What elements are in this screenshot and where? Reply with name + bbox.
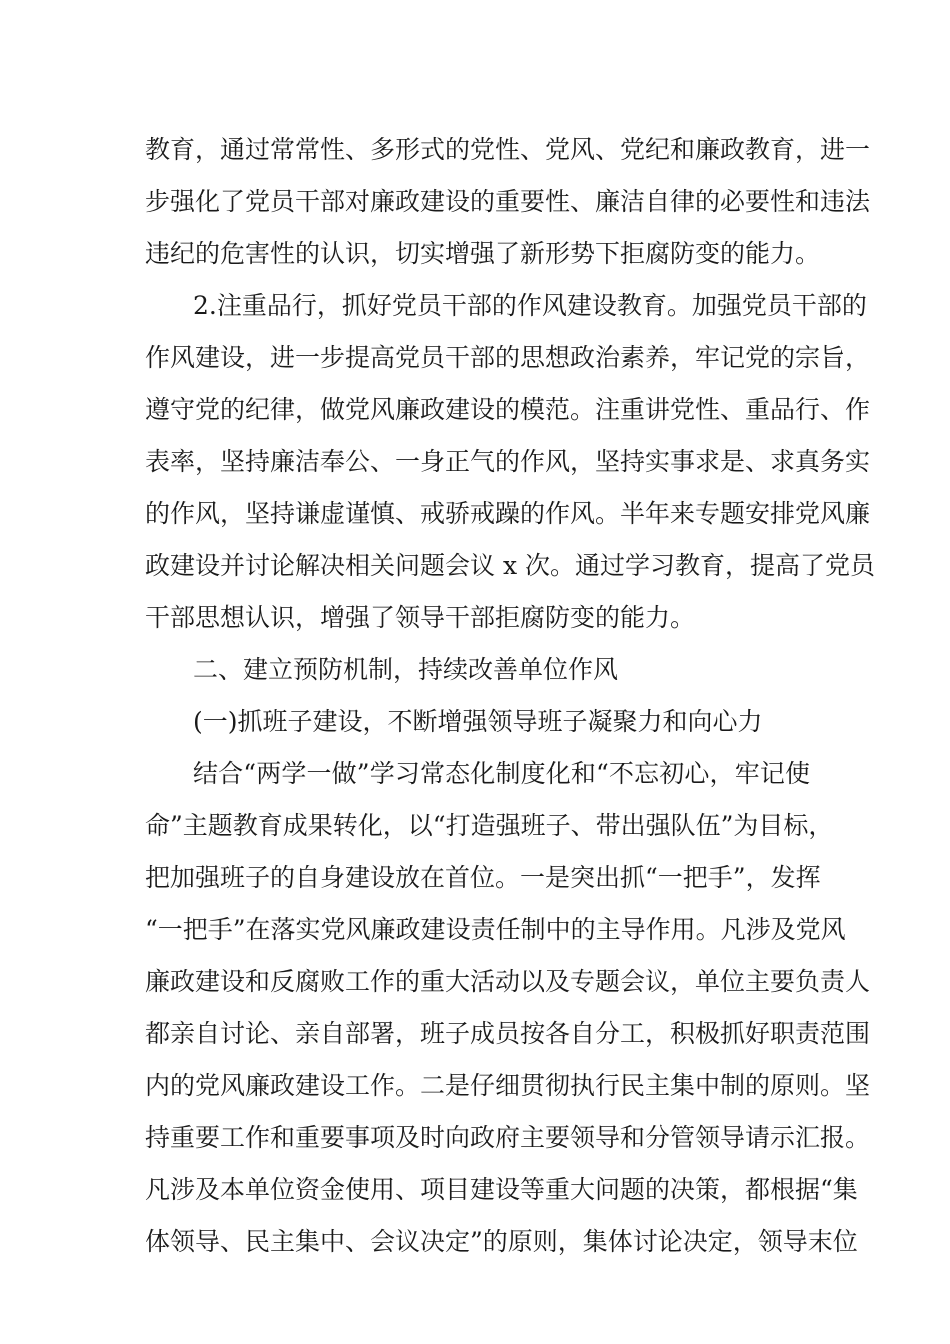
subsection-heading: (一)抓班子建设，不断增强领导班子凝聚力和向心力 [193, 707, 763, 736]
text-line-7: 表率，坚持廉洁奉公、一身正气的作风，坚持实事求是、求真务实 [145, 447, 871, 476]
section-heading: 二、建立预防机制，持续改善单位作风 [193, 655, 619, 684]
text-line-21: 凡涉及本单位资金使用、项目建设等重大问题的决策，都根据“集 [145, 1175, 858, 1204]
text-line-9: 政建设并讨论解决相关问题会议 x 次。通过学习教育，提高了党员 [145, 551, 875, 580]
text-line-19: 内的党风廉政建设工作。二是仔细贯彻执行民主集中制的原则。坚 [145, 1071, 871, 1100]
text-line-20: 持重要工作和重要事项及时向政府主要领导和分管领导请示汇报。 [145, 1123, 871, 1152]
text-line-16: “一把手”在落实党风廉政建设责任制中的主导作用。凡涉及党风 [145, 915, 846, 944]
text-line-18: 都亲自讨论、亲自部署，班子成员按各自分工，积极抓好职责范围 [145, 1019, 871, 1048]
text-line-22: 体领导、民主集中、会议决定”的原则，集体讨论决定，领导末位 [145, 1227, 858, 1256]
text-line-17: 廉政建设和反腐败工作的重大活动以及专题会议，单位主要负责人 [145, 967, 871, 996]
text-line-5: 作风建设，进一步提高党员干部的思想政治素养，牢记党的宗旨， [145, 343, 871, 372]
text-line-6: 遵守党的纪律，做党风廉政建设的模范。注重讲党性、重品行、作 [145, 395, 871, 424]
text-line-13: 结合“两学一做”学习常态化制度化和“不忘初心，牢记使 [193, 759, 810, 788]
text-line-10: 干部思想认识，增强了领导干部拒腐防变的能力。 [145, 603, 696, 632]
text-line-2: 步强化了党员干部对廉政建设的重要性、廉洁自律的必要性和违法 [145, 187, 871, 216]
text-line-1: 教育，通过常常性、多形式的党性、党风、党纪和廉政教育，进一 [145, 135, 871, 164]
text-line-15: 把加强班子的自身建设放在首位。一是突出抓“一把手”，发挥 [145, 863, 821, 892]
text-line-14: 命”主题教育成果转化，以“打造强班子、带出强队伍”为目标， [145, 811, 834, 840]
text-line-3: 违纪的危害性的认识，切实增强了新形势下拒腐防变的能力。 [145, 239, 821, 268]
text-line-8: 的作风，坚持谦虚谨慎、戒骄戒躁的作风。半年来专题安排党风廉 [145, 499, 871, 528]
text-line-4: 2.注重品行，抓好党员干部的作风建设教育。加强党员干部的 [193, 291, 867, 320]
